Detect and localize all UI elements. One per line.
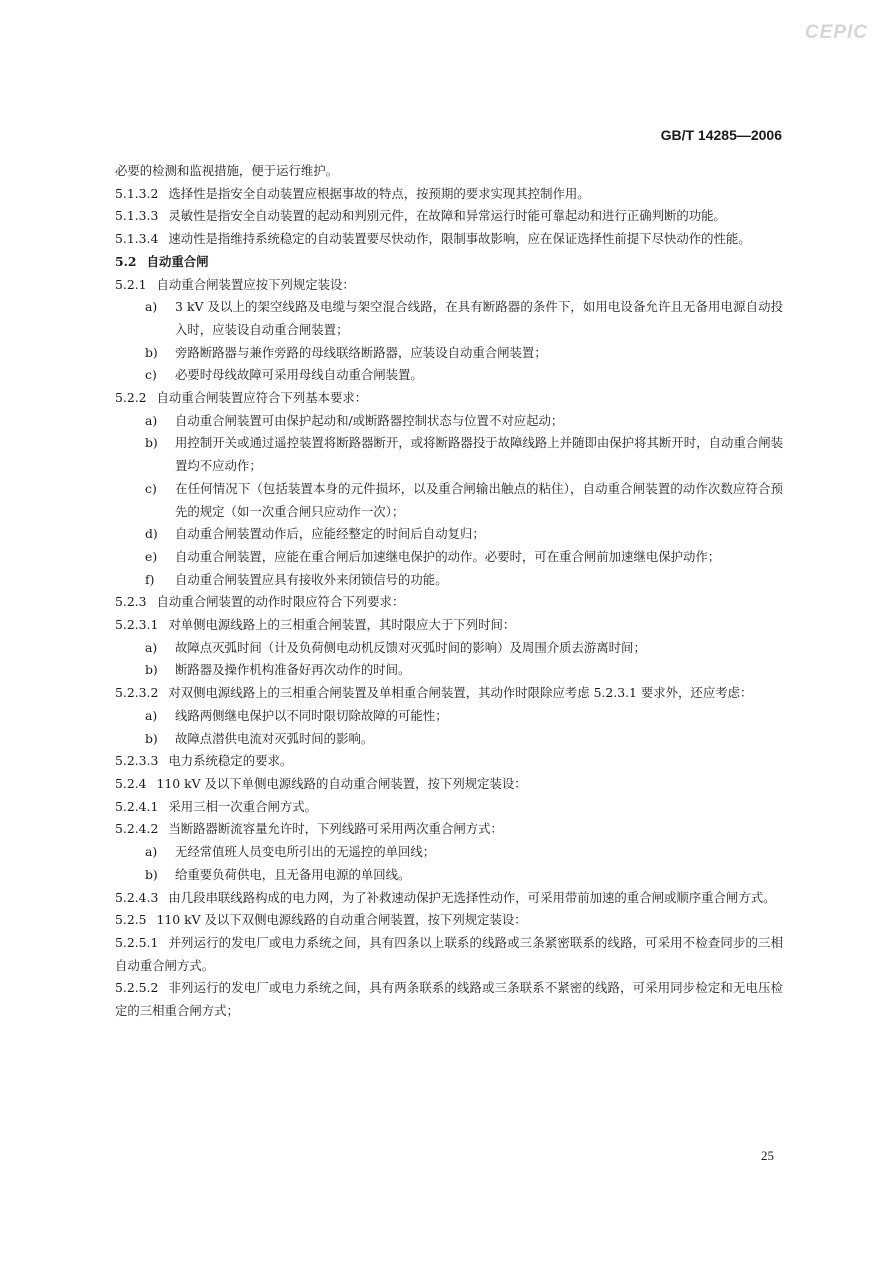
paragraph-text: 自动重合闸装置的动作时限应符合下列要求： [156,594,405,610]
paragraph-text: 由几段串联线路构成的电力网，为了补救速动保护无选择性动作，可采用带前加速的重合闸或顺序重合闸方式。 [168,889,776,905]
section-heading [115,251,783,274]
list-item [115,705,783,728]
cepic-watermark: CEPIC [804,22,868,43]
paragraph-text: 旁路断路器与兼作旁路的母线联络断路器，应装设自动重合闸装置； [175,344,547,360]
paragraph-text: 故障点灭弧时间（计及负荷侧电动机反馈对灭弧时间的影响）及周围介质去游离时间； [175,639,646,655]
paragraph-text: 自动重合闸装置动作后，应能经整定的时间后自动复归； [175,526,485,542]
list-item [115,478,783,523]
paragraph-text: 自动重合闸装置应具有接收外来闭锁信号的功能。 [175,571,448,587]
paragraph-text: 3 kV 及以上的架空线路及电缆与架空混合线路，在具有断路器的条件下，如用电设备允许且无备用电源自动投入时，应装设自动重合闸装置； [175,299,783,337]
clause-paragraph [115,682,783,705]
clause-paragraph [115,796,783,819]
list-item [115,728,783,751]
paragraph-text: 自动重合闸装置，应能在重合闸后加速继电保护的动作。必要时，可在重合闸前加速继电保护动作； [175,548,721,564]
list-item [115,659,783,682]
paragraph-text: 当断路器断流容量允许时，下列线路可采用两次重合闸方式： [168,821,503,837]
paragraph-text: 110 kV 及以下双侧电源线路的自动重合闸装置，按下列规定装设： [156,912,527,928]
clause-number: 5.2.4.1 [115,798,159,814]
clause-number: 5.1.3.3 [115,208,159,224]
paragraph-text: 110 kV 及以下单侧电源线路的自动重合闸装置，按下列规定装设： [156,775,527,791]
paragraph-text: 断路器及操作机构准备好再次动作的时间。 [175,662,411,678]
list-item [115,296,783,341]
clause-paragraph [115,977,783,1022]
list-item-label: f) [145,571,155,587]
paragraph-text: 在任何情况下（包括装置本身的元件损坏，以及重合闸输出触点的粘住），自动重合闸装置的动作次数应符合预先的规定（如一次重合闸只应动作一次）； [175,480,783,519]
clause-paragraph [115,274,783,297]
list-item-label: a) [145,844,158,860]
paragraph-text: 非列运行的发电厂或电力系统之间，具有两条联系的线路或三条联系不紧密的线路，可采用同步检定和无电压检定的三相重合闸方式； [115,980,783,1019]
paragraph-text: 必要时母线故障可采用母线自动重合闸装置。 [175,367,423,383]
paragraph-text: 故障点潜供电流对灭弧时间的影响。 [175,730,374,746]
clause-number: 5.2.4.2 [115,821,159,837]
list-item-label: c) [145,480,157,496]
paragraph-text: 自动重合闸装置应符合下列基本要求： [156,390,368,406]
list-item [115,364,783,387]
clause-paragraph [115,932,783,977]
paragraph-text: 速动性是指维持系统稳定的自动装置要尽快动作，限制事故影响，应在保证选择性前提下尽快动作的性能。 [168,231,751,247]
clause-paragraph [115,591,783,614]
clause-paragraph [115,228,783,251]
list-item-label: b) [145,662,158,678]
paragraph-text: 选择性是指安全自动装置应根据事故的特点，按预期的要求实现其控制作用。 [168,185,590,201]
clause-number: 5.2.1 [115,276,147,292]
list-item-label: d) [145,526,158,542]
page-number: 25 [761,1148,774,1163]
clause-number: 5.2.3.1 [115,617,159,633]
list-item [115,637,783,660]
clause-number: 5.2.3.2 [115,685,159,701]
list-item [115,523,783,546]
paragraph-text: 用控制开关或通过遥控装置将断路器断开，或将断路器投于故障线路上并随即由保护将其断开时，自动重合闸装置均不应动作； [175,435,783,474]
clause-number: 5.2 [115,253,137,269]
list-item [115,864,783,887]
paragraph-text: 并列运行的发电厂或电力系统之间，具有四条以上联系的线路或三条紧密联系的线路，可采用不检查同步的三相自动重合闸方式。 [115,934,783,973]
clause-paragraph [115,387,783,410]
list-item-label: b) [145,435,158,451]
list-item-label: b) [145,866,158,882]
standard-number: GB/T 14285—2006 [660,127,782,143]
list-item [115,841,783,864]
paragraph-text: 自动重合闸装置应按下列规定装设： [156,276,355,292]
list-item-label: a) [145,707,158,723]
list-item-label: a) [145,412,158,428]
paragraph-text: 必要的检测和监视措施，便于运行维护。 [115,163,339,178]
paragraph-text: 电力系统稳定的要求。 [168,753,293,769]
clause-paragraph [115,887,783,910]
paragraph-text: 灵敏性是指安全自动装置的起动和判别元件，在故障和异常运行时能可靠起动和进行正确判断的功能。 [168,208,726,224]
clause-number: 5.2.3 [115,594,147,610]
clause-paragraph [115,818,783,841]
paragraph [115,160,783,183]
list-item [115,342,783,365]
paragraph-text: 无经常值班人员变电所引出的无遥控的单回线； [175,844,436,860]
clause-paragraph [115,614,783,637]
list-item [115,432,783,477]
paragraph-text: 给重要负荷供电，且无备用电源的单回线。 [175,866,411,882]
paragraph-text: 自动重合闸装置可由保护起动和/或断路器控制状态与位置不对应起动； [175,412,564,428]
clause-paragraph [115,205,783,228]
clause-number: 5.2.5.2 [115,980,159,996]
list-item [115,410,783,433]
list-item [115,546,783,569]
paragraph-text: 采用三相一次重合闸方式。 [168,798,318,814]
clause-number: 5.1.3.2 [115,185,159,201]
list-item [115,569,783,592]
list-item-label: a) [145,639,158,655]
clause-number: 5.2.4 [115,775,147,791]
clause-number: 5.2.5 [115,912,147,928]
paragraph-text: 对双侧电源线路上的三相重合闸装置及单相重合闸装置，其动作时限除应考虑 5.2.3.1 要求外，还应考虑： [168,685,753,701]
clause-number: 5.1.3.4 [115,231,159,247]
list-item-label: c) [145,367,157,383]
clause-number: 5.2.5.1 [115,934,159,950]
list-item-label: a) [145,299,158,315]
list-item-label: b) [145,730,158,746]
clause-number: 5.2.4.3 [115,889,159,905]
document-body [115,160,783,1023]
clause-paragraph [115,750,783,773]
list-item-label: e) [145,548,158,564]
paragraph-text: 线路两侧继电保护以不同时限切除故障的可能性； [175,707,448,723]
clause-paragraph [115,773,783,796]
clause-paragraph [115,183,783,206]
clause-number: 5.2.2 [115,390,147,406]
clause-number: 5.2.3.3 [115,753,159,769]
paragraph-text: 自动重合闸 [146,253,209,269]
list-item-label: b) [145,344,158,360]
paragraph-text: 对单侧电源线路上的三相重合闸装置，其时限应大于下列时间： [168,617,516,633]
clause-paragraph [115,909,783,932]
